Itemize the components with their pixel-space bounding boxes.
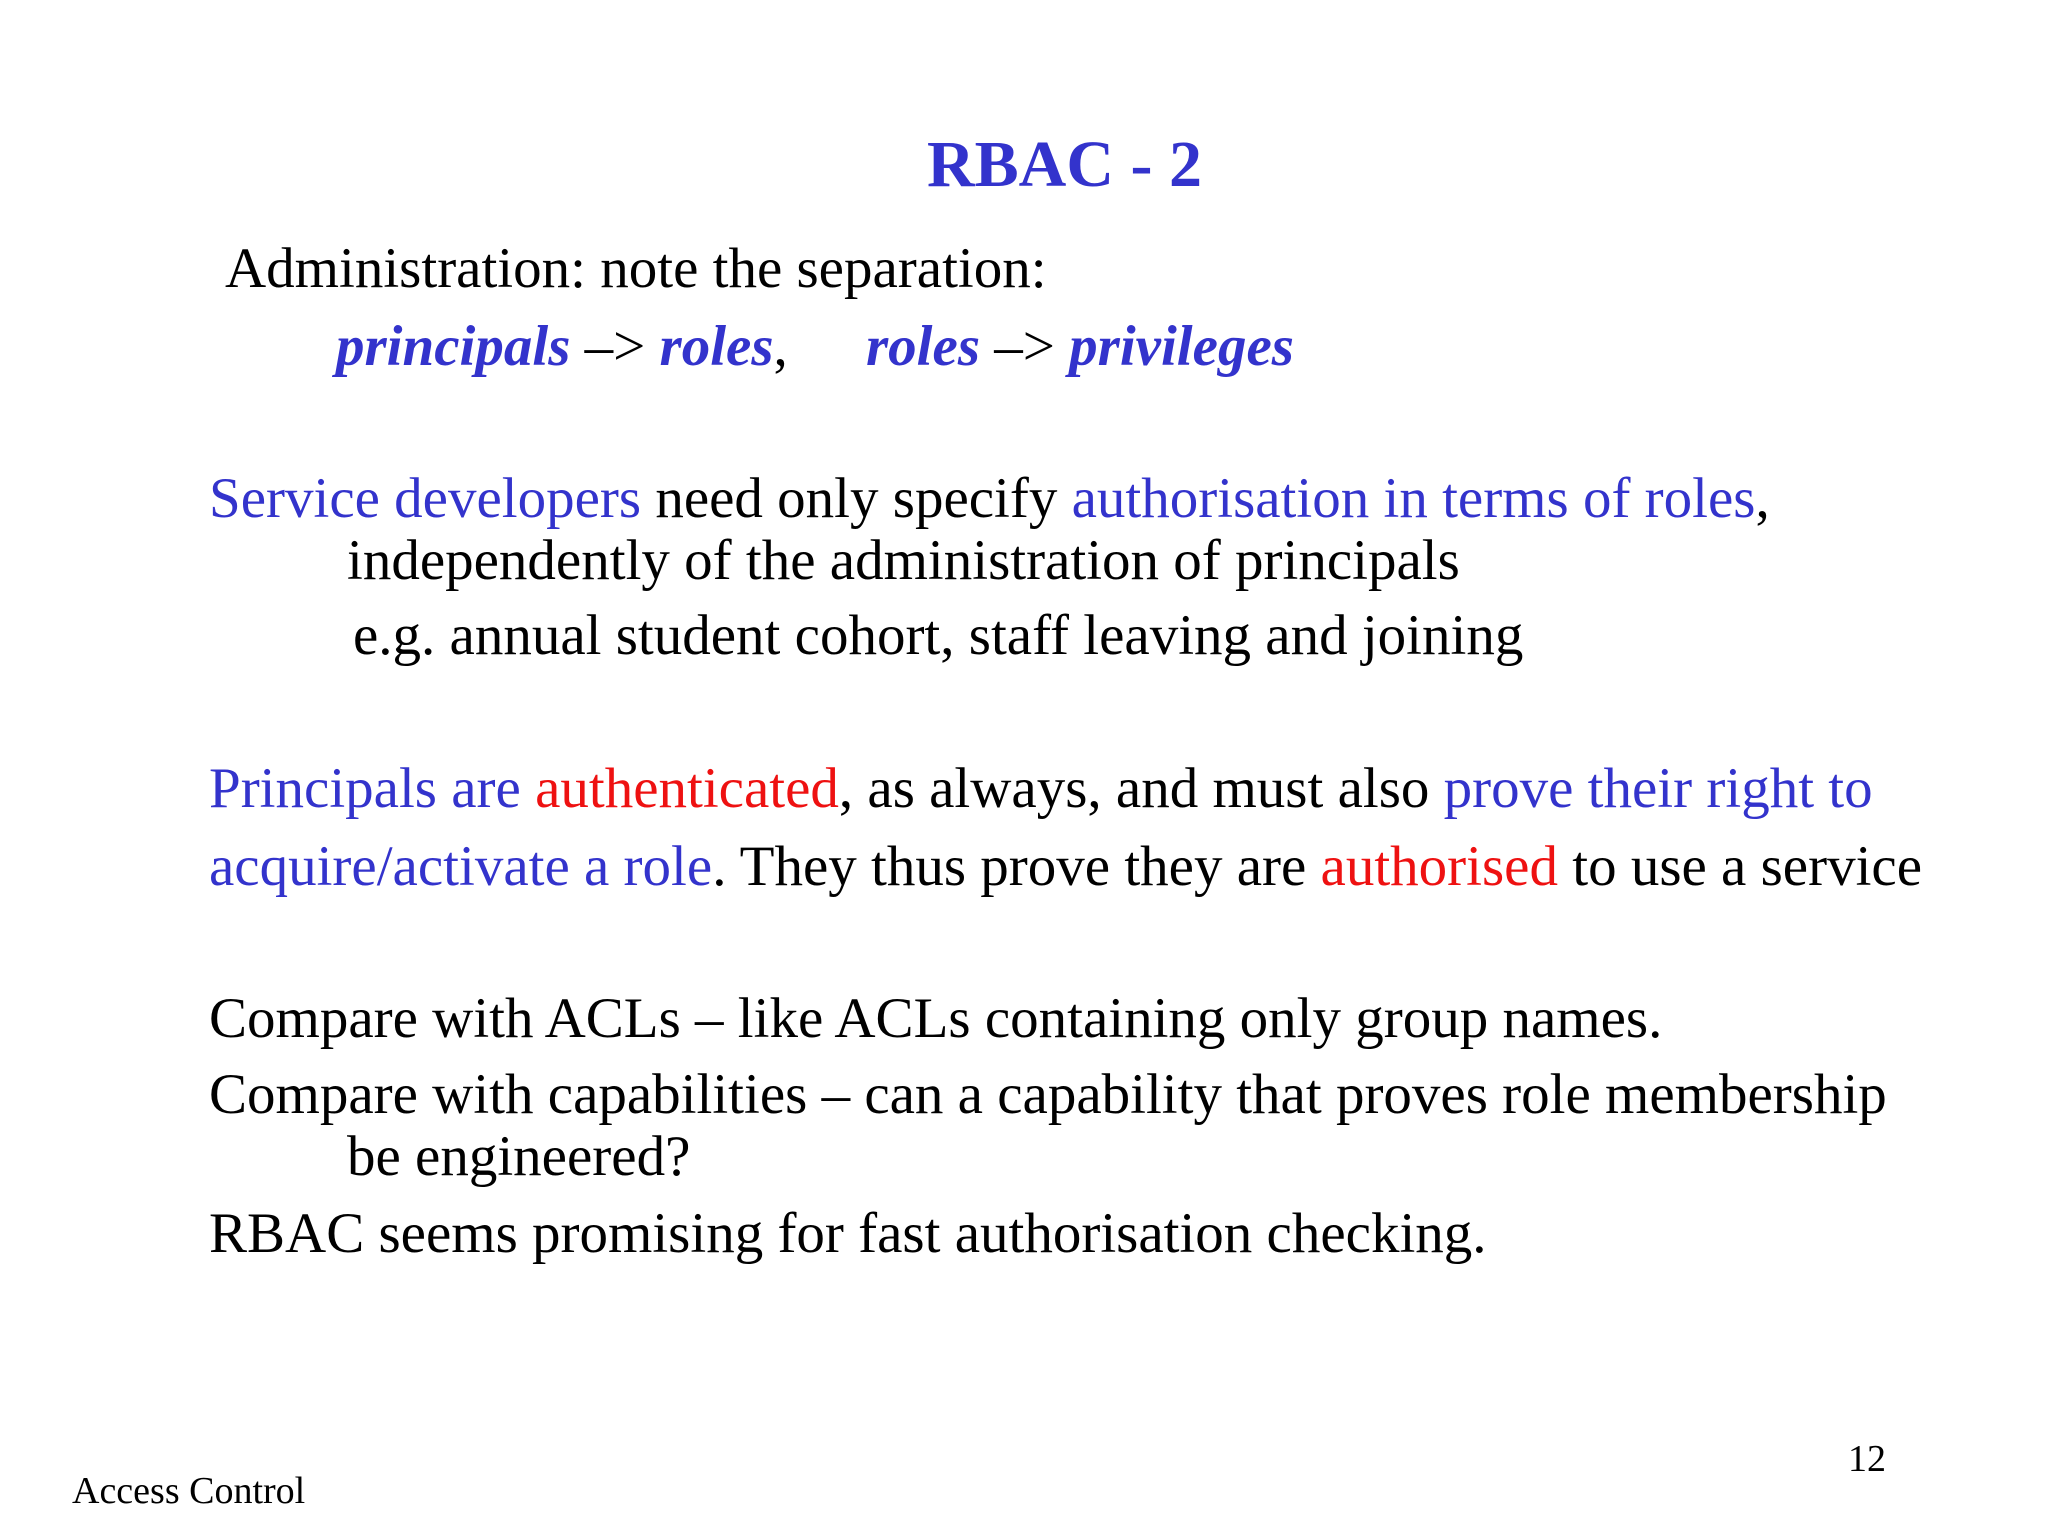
authorised-term: authorised bbox=[1320, 835, 1558, 898]
principals-line-2 bbox=[209, 835, 1922, 898]
authorisation-roles: authorisation in terms of roles bbox=[1071, 467, 1756, 530]
compare-acls: Compare with ACLs – like ACLs containing only group names. bbox=[209, 987, 1663, 1050]
they-prove: . They thus prove they are bbox=[712, 835, 1321, 898]
admin-mapping bbox=[336, 315, 788, 378]
compare-capabilities: Compare with capabilities – can a capability that proves role membership bbox=[209, 1063, 1887, 1126]
principals-line-1 bbox=[209, 757, 1873, 820]
roles-term-2: roles bbox=[866, 315, 980, 378]
service-line-2: independently of the administration of principals bbox=[347, 529, 1460, 592]
service-mid: need only specify bbox=[641, 467, 1072, 530]
service-comma: , bbox=[1755, 467, 1770, 530]
arrow-2: –> bbox=[980, 315, 1070, 378]
admin-mapping-2 bbox=[866, 315, 1294, 378]
principals-are: Principals are bbox=[209, 757, 536, 820]
mapping-comma: , bbox=[773, 315, 788, 378]
service-developers: Service developers bbox=[209, 467, 642, 530]
admin-intro-text: Administration: note the separation: bbox=[225, 237, 1047, 300]
as-always: , as always, and must also bbox=[838, 757, 1444, 820]
slide-title: RBAC - 2 bbox=[927, 128, 1202, 201]
compare-capabilities-cont: be engineered? bbox=[347, 1125, 691, 1188]
principals-term: principals bbox=[336, 315, 571, 378]
page-number: 12 bbox=[1848, 1438, 1886, 1480]
use-service: to use a service bbox=[1557, 835, 1922, 898]
rbac-promising: RBAC seems promising for fast authorisation checking. bbox=[209, 1202, 1487, 1265]
roles-term-1: roles bbox=[659, 315, 774, 378]
service-line-1 bbox=[209, 467, 1770, 530]
prove-right: prove their right to bbox=[1443, 757, 1873, 820]
privileges-term: privileges bbox=[1069, 315, 1294, 378]
authenticated-term: authenticated bbox=[535, 757, 839, 820]
admin-intro bbox=[225, 237, 1047, 300]
footer-title: Access Control bbox=[72, 1470, 306, 1512]
service-example: e.g. annual student cohort, staff leaving and joining bbox=[353, 604, 1524, 667]
acquire-role: acquire/activate a role bbox=[209, 835, 713, 898]
arrow-1: –> bbox=[570, 315, 660, 378]
